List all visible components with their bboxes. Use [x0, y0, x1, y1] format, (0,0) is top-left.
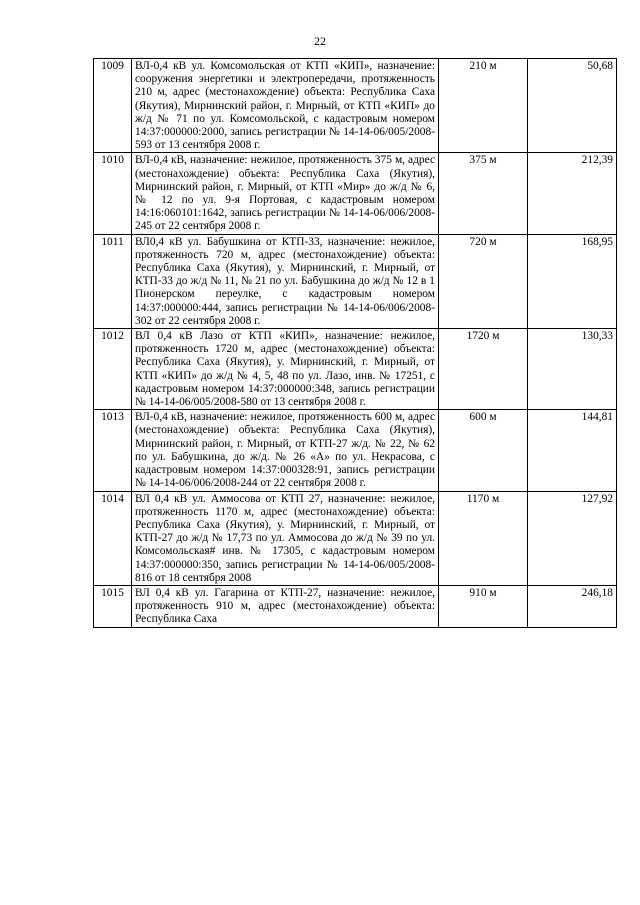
- row-description: ВЛ-0,4 кВ ул. Комсомольская от КТП «КИП», назначение: сооружения энергетики и электропередачи, протяженность 210 м, адрес (местонахождение) объекта: Республика Саха (Якутия), Мирнинский район, г. Мирный, от КТП «КИП» до ж/д № 71 по ул. Комсомольской, с кадастровым номером 14:37:000000:2000, запись регистрации № 14-14-06/005/2008-593 от 13 сентября 2008 г.: [132, 59, 439, 153]
- table-row: [94, 491, 617, 585]
- row-value: 246,18: [528, 585, 617, 627]
- row-description: ВЛ0,4 кВ ул. Бабушкина от КТП-33, назначение: нежилое, протяженность 720 м, адрес (местонахождение) объекта: Республика Саха (Якутия), у. Мирнинский, г. Мирный, от КТП-33 до ж/д № 11, № 21 по ул. Бабушкина до ж/д № 12 в 1 Пионерском переулке, с кадастровым номером 14:37:000000:444, запись регистрации № 14-14-06/006/2008-302 от 22 сентября 2008 г.: [132, 234, 439, 328]
- table-row: [94, 329, 617, 410]
- row-length: 1720 м: [439, 329, 528, 410]
- table-row: [94, 410, 617, 491]
- row-length: 720 м: [439, 234, 528, 328]
- page-number: 22: [314, 34, 326, 48]
- row-number: 1014: [94, 491, 132, 585]
- row-length: 910 м: [439, 585, 528, 627]
- row-value: 168,95: [528, 234, 617, 328]
- row-description: ВЛ 0,4 кВ ул. Гагарина от КТП-27, назначение: нежилое, протяженность 910 м, адрес (местонахождение) объекта: Республика Саха: [132, 585, 439, 627]
- row-description: ВЛ 0,4 кВ ул. Аммосова от КТП 27, назначение: нежилое, протяженность 1170 м, адрес (местонахождение) объекта: Республика Саха (Якутия), у. Мирнинский, г. Мирный, от КТП-27 до ж/д № 17,73 по ул. Аммосова до ж/д № 39 по ул. Комсомольская# инв. № 17305, с кадастровым номером 14:37:000000:350, запись регистрации № 14-14-06/005/2008-816 от 18 сентября 2008: [132, 491, 439, 585]
- row-number: 1010: [94, 153, 132, 234]
- row-description: ВЛ 0,4 кВ Лазо от КТП «КИП», назначение: нежилое, протяженность 1720 м, адрес (местонахождение) объекта: Республика Саха (Якутия), у. Мирнинский, г. Мирный, от КТП «КИП» до ж/д № 4, 5, 48 по ул. Лазо, инв. № 17251, с кадастровым номером 14:37:000000:348, запись регистрации № 14-14-06/005/2008-580 от 13 сентября 2008 г.: [132, 329, 439, 410]
- row-length: 600 м: [439, 410, 528, 491]
- row-number: 1009: [94, 59, 132, 153]
- table-row: [94, 234, 617, 328]
- row-value: 212,39: [528, 153, 617, 234]
- row-number: 1011: [94, 234, 132, 328]
- row-length: 210 м: [439, 59, 528, 153]
- row-description: ВЛ-0,4 кВ, назначение: нежилое, протяженность 375 м, адрес (местонахождение) объекта: Республика Саха (Якутия), Мирнинский район, г. Мирный, от КТП «Мир» до ж/д № 6, № 12 по ул. 9-я Портовая, с кадастровым номером 14:16:060101:1642, запись регистрации № 14-14-06/006/2008-245 от 22 сентября 2008 г.: [132, 153, 439, 234]
- row-value: 130,33: [528, 329, 617, 410]
- table-row: [94, 59, 617, 153]
- table-row: [94, 585, 617, 627]
- row-number: 1013: [94, 410, 132, 491]
- row-description: ВЛ-0,4 кВ, назначение: нежилое, протяженность 600 м, адрес (местонахождение) объекта: Республика Саха (Якутия), Мирнинский район, г. Мирный, от КТП-27 ж/д. № 22, № 62 по ул. Бабушкина, до ж/д. № 26 «А» по ул. Некрасова, с кадастровым номером 14:37:000328:91, запись регистрации № 14-14-06/006/2008-244 от 22 сентября 2008 г.: [132, 410, 439, 491]
- row-value: 50,68: [528, 59, 617, 153]
- row-value: 127,92: [528, 491, 617, 585]
- row-length: 375 м: [439, 153, 528, 234]
- table-row: [94, 153, 617, 234]
- row-number: 1012: [94, 329, 132, 410]
- row-number: 1015: [94, 585, 132, 627]
- row-value: 144,81: [528, 410, 617, 491]
- property-registry-table: [93, 58, 617, 628]
- row-length: 1170 м: [439, 491, 528, 585]
